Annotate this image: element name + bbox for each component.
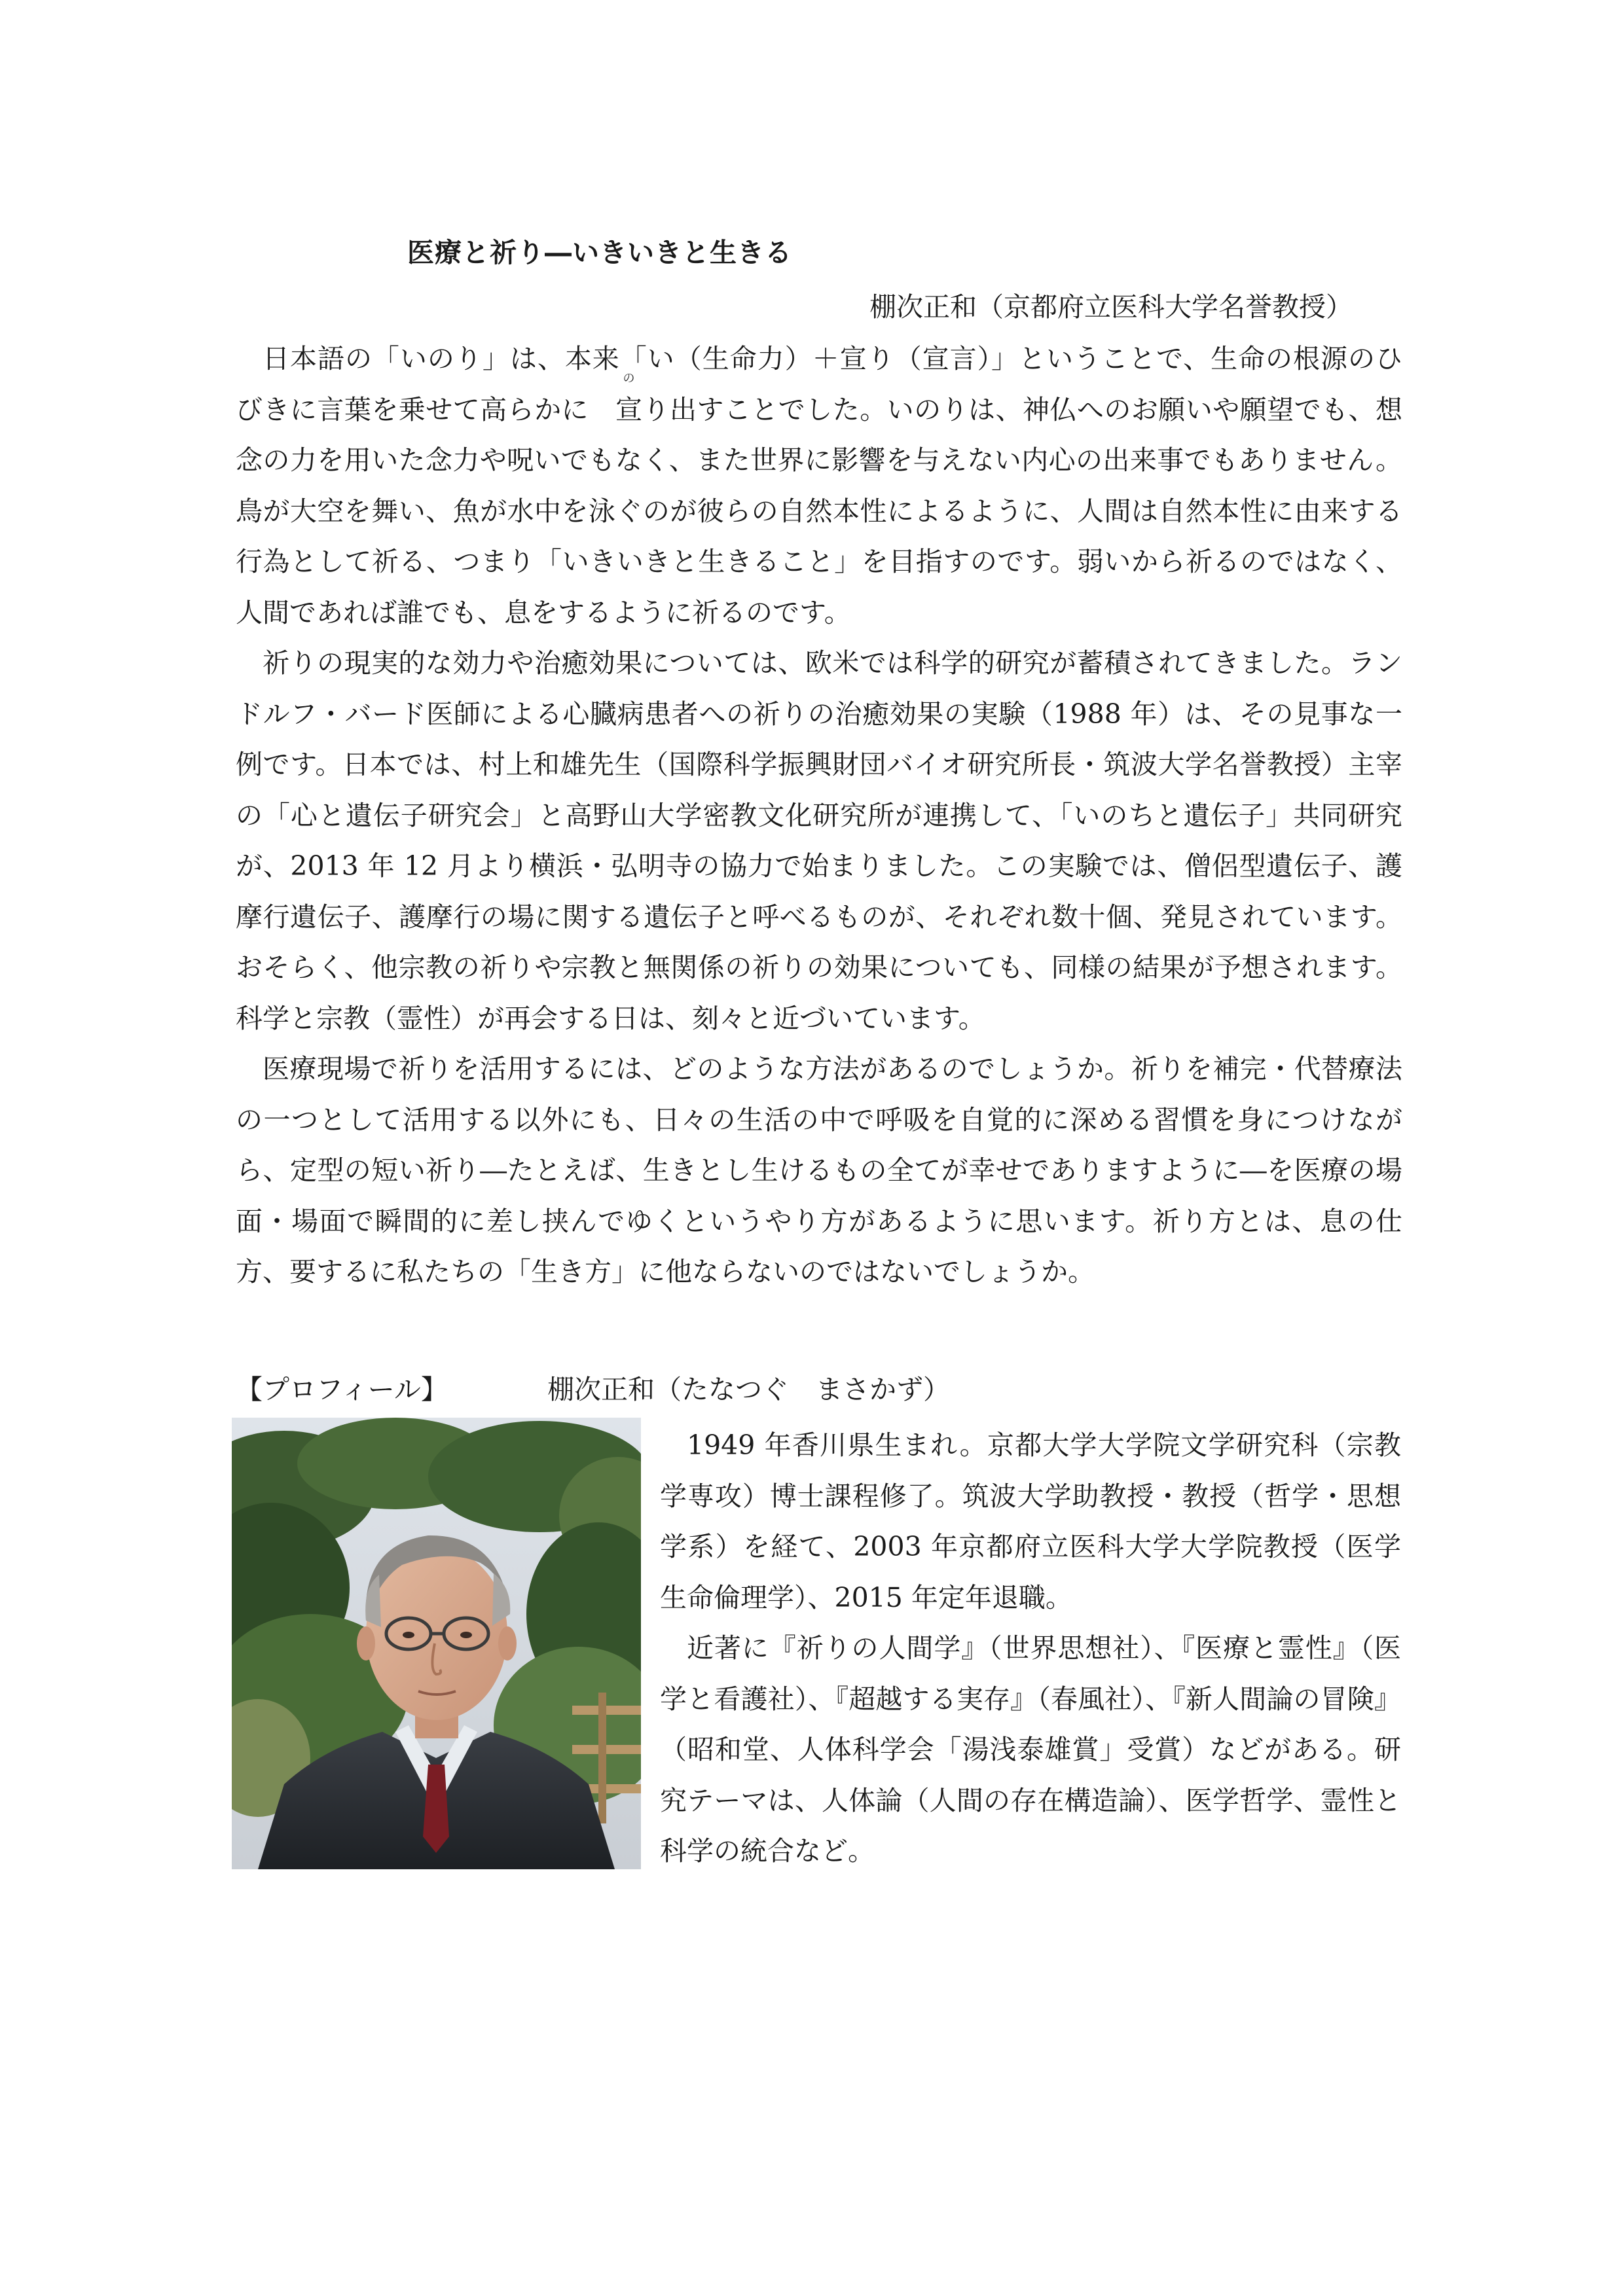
ruby-base: 宣 [615,393,643,425]
ruby-word [589,371,643,436]
profile-bio-paragraph-2: 近著に『祈りの人間学』（世界思想社）、『医療と霊性』（医学と看護社）、『超越する実存』（春風社）、『新人間論の冒険』（昭和堂、人体科学会「湯浅泰雄賞」受賞）などがある。研究テーマは、人体論（人間の存在構造論）、医学哲学、霊性と科学の統合など。 [660,1632,1401,1867]
paragraph-3: 医療現場で祈りを活用するには、どのような方法があるのでしょうか。祈りを補完・代替療法の一つとして活用する以外にも、日々の生活の中で呼吸を自覚的に深める習慣を身につけながら、定型の短い祈り―たとえば、生きとし生けるもの全てが幸せでありますように―を医療の場面・場面で瞬間的に差し挟んでゆくというやり方があるように思います。祈り方とは、息の仕方、要するに私たちの「生き方」に他ならないのではないでしょうか。 [236,1053,1402,1287]
page-title: 医療と祈り―いきいきと生きる [407,237,792,268]
paragraph-2: 祈りの現実的な効力や治癒効果については、欧米では科学的研究が蓄積されてきました。ランドルフ・バード医師による心臓病患者への祈りの治癒効果の実験（1988 年）は、その見事な一例です。日本では、村上和雄先生（国際科学振興財団バイオ研究所長・筑波大学名誉教授）主宰の「心と遺伝子研究会」と高野山大学密教文化研究所が連携して、「いのちと遺伝子」共同研究が、2013 年 12 月より横浜・弘明寺の協力で始まりました。この実験では、僧侶型遺伝子、護摩行遺伝子、護摩行の場に関する遺伝子と呼べるものが、それぞれ数十個、発見されています。おそらく、他宗教の祈りや宗教と無関係の祈りの効果についても、同様の結果が予想されます。科学と宗教（霊性）が再会する日は、刻々と近づいています。 [236,647,1402,1034]
paragraph-1-text-after: り出すことでした。いのりは、神仏へのお願いや願望でも、想念の力を用いた念力や呪いでもなく、また世界に影響を与えない内心の出来事でもありません。鳥が大空を舞い、魚が水中を泳ぐのが彼らの自然本性によるように、人間は自然本性に由来する行為として祈る、つまり「いきいきと生きること」を目指すのです。弱いから祈るのではなく、人間であれば誰でも、息をするように祈るのです。 [236,393,1403,628]
profile-bio [660,1420,1401,1877]
paragraph-1 [236,334,1402,638]
profile-heading: 【プロフィール】 [236,1374,448,1405]
profile-bio-paragraph-1: 1949 年香川県生まれ。京都大学大学院文学研究科（宗教学専攻）博士課程修了。筑波大学助教授・教授（哲学・思想学系）を経て、2003 年京都府立医科大学大学院教授（医学生命倫理学）、2015 年定年退職。 [660,1429,1401,1613]
author-portrait [232,1418,641,1869]
author-line: 棚次正和（京都府立医科大学名誉教授） [869,291,1353,323]
furigana: の [623,371,635,386]
article-body [236,334,1402,1298]
profile-name: 棚次正和（たなつぐ まさかず） [547,1374,950,1405]
paragraph-1-text-before: 日本語の「いのり」は、本来「い（生命力）＋宣り（宣言）」ということで、生命の根源のひびきに言葉を乗せて高らかに [236,343,1402,425]
